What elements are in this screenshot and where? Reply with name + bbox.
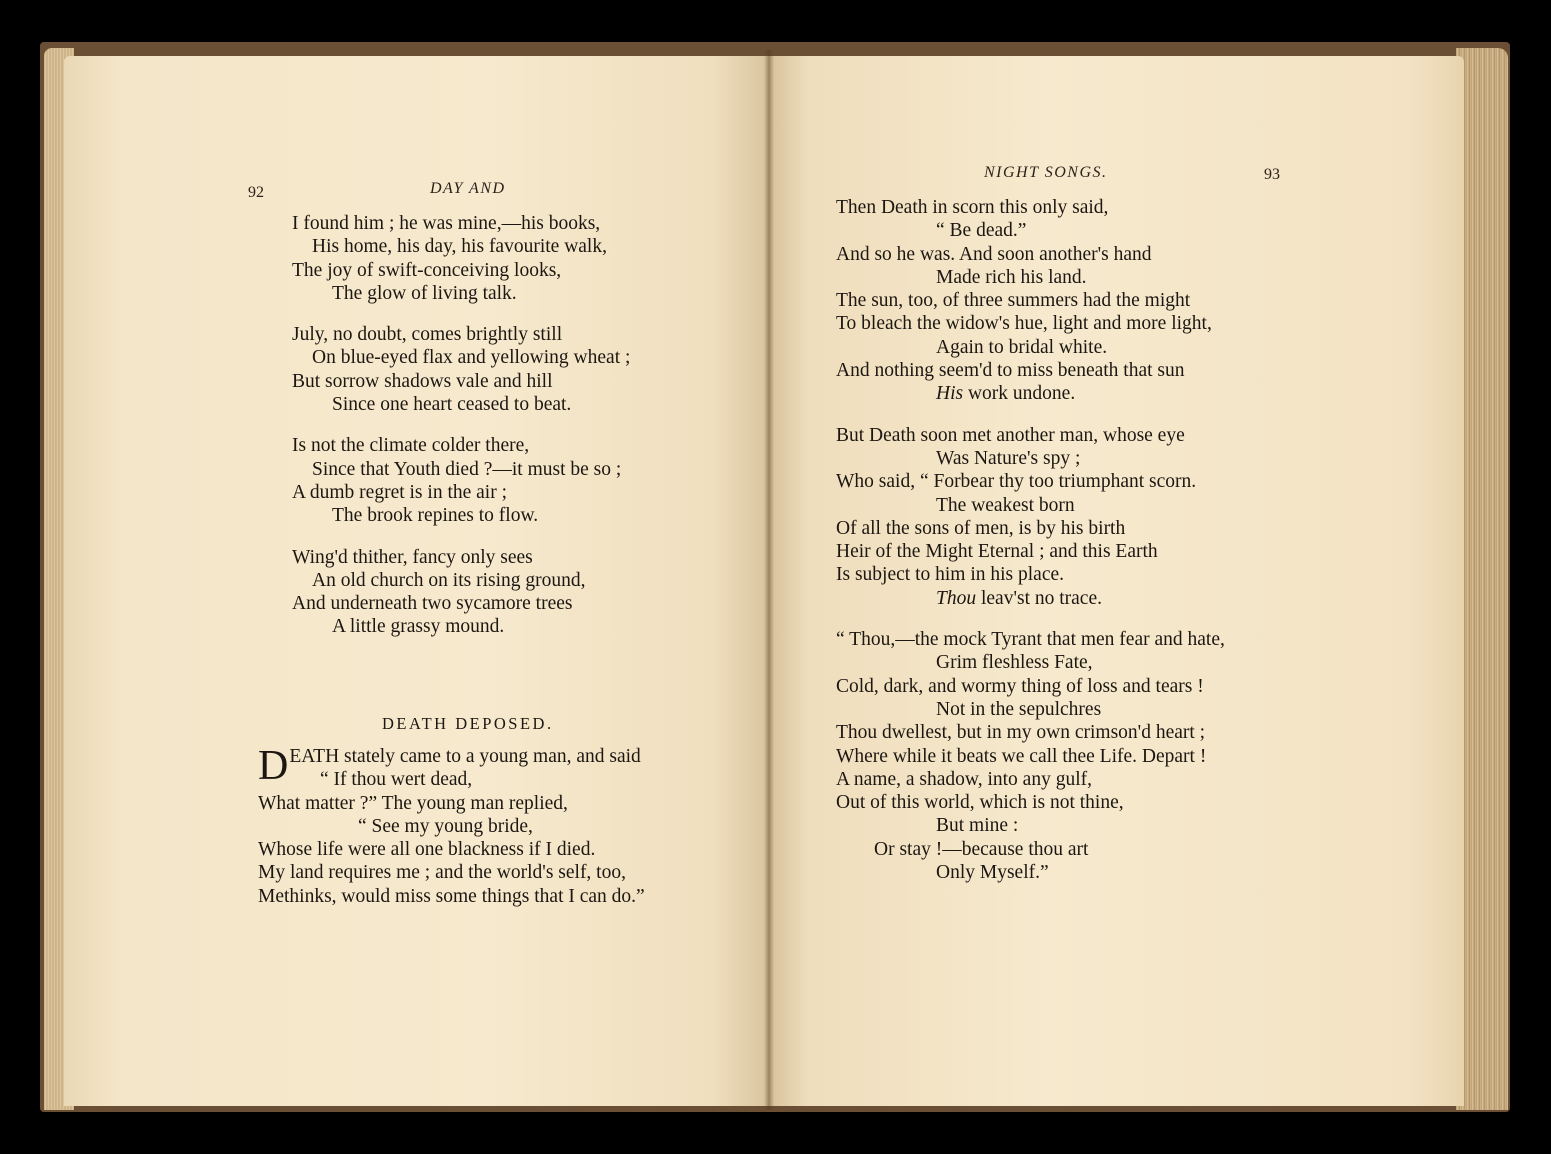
verse-line: What matter ?” The young man replied, bbox=[258, 792, 568, 814]
verse-line: Only Myself.” bbox=[936, 862, 1049, 884]
death-deposed-continued bbox=[836, 196, 1225, 884]
verse-line: But Death soon met another man, whose eye bbox=[836, 424, 1185, 446]
verse-line: Since one heart ceased to beat. bbox=[332, 394, 572, 416]
verse-line: “ See my young bride, bbox=[358, 815, 533, 837]
verse-line: Made rich his land. bbox=[936, 266, 1087, 288]
verse-line: Is not the climate colder there, bbox=[292, 435, 530, 457]
verse-line: Or stay !—because thou art bbox=[874, 838, 1089, 860]
left-page bbox=[64, 56, 768, 1106]
verse-line: Who said, “ Forbear thy too triumphant scorn. bbox=[836, 471, 1197, 493]
verse-line: The brook repines to flow. bbox=[332, 505, 539, 527]
verse-line: Out of this world, which is not thine, bbox=[836, 792, 1124, 814]
verse-line: Wing'd thither, fancy only sees bbox=[292, 546, 533, 568]
verse-line: Again to bridal white. bbox=[936, 336, 1108, 358]
verse-line: But mine : bbox=[936, 815, 1019, 837]
verse-line: And underneath two sycamore trees bbox=[292, 593, 573, 615]
verse-line: Was Nature's spy ; bbox=[936, 447, 1081, 469]
verse-line bbox=[836, 382, 1225, 405]
italic-word: His bbox=[936, 383, 964, 405]
poem-title: DEATH DEPOSED. bbox=[382, 714, 554, 733]
verse-line: Whose life were all one blackness if I died. bbox=[258, 839, 596, 861]
verse-line: Cold, dark, and wormy thing of loss and tears ! bbox=[836, 675, 1204, 697]
page-number-left: 92 bbox=[248, 184, 264, 201]
verse-line: Heir of the Might Eternal ; and this Earth bbox=[836, 541, 1158, 563]
verse-line-rest: leav'st no trace. bbox=[976, 587, 1102, 609]
running-head-right: NIGHT SONGS. bbox=[984, 164, 1108, 181]
verse-line: On blue-eyed flax and yellowing wheat ; bbox=[312, 347, 631, 369]
verse-line: But sorrow shadows vale and hill bbox=[292, 370, 553, 392]
verse-line: July, no doubt, comes brightly still bbox=[292, 324, 563, 346]
verse-line: A dumb regret is in the air ; bbox=[292, 481, 507, 503]
verse-line: “ Thou,—the mock Tyrant that men fear and hate, bbox=[836, 629, 1225, 651]
verse-line: Of all the sons of men, is by his birth bbox=[836, 517, 1126, 539]
drop-cap: D bbox=[258, 743, 289, 789]
verse-line: Thou dwellest, but in my own crimson'd heart ; bbox=[836, 722, 1206, 744]
verse-line: I found him ; he was mine,—his books, bbox=[292, 213, 601, 234]
verse-line: An old church on its rising ground, bbox=[312, 569, 586, 591]
verse-line: The joy of swift-conceiving looks, bbox=[292, 259, 562, 281]
verse-line: Methinks, would miss some things that I can do.” bbox=[258, 885, 645, 907]
verse-line: Where while it beats we call thee Life. Depart ! bbox=[836, 745, 1207, 767]
running-head-left: DAY AND bbox=[430, 180, 506, 197]
verse-line: And nothing seem'd to miss beneath that sun bbox=[836, 360, 1185, 382]
verse-line: His home, his day, his favourite walk, bbox=[312, 236, 607, 258]
verse-line: A little grassy mound. bbox=[332, 616, 505, 638]
verse-line: Since that Youth died ?—it must be so ; bbox=[312, 458, 622, 480]
verse-line: My land requires me ; and the world's self, too, bbox=[258, 862, 626, 884]
verse-line: EATH stately came to a young man, and said bbox=[289, 746, 641, 767]
verse-line-rest: work undone. bbox=[963, 383, 1076, 405]
right-page bbox=[768, 56, 1464, 1106]
verse-line: And so he was. And soon another's hand bbox=[836, 243, 1152, 265]
book-gutter bbox=[764, 50, 774, 1110]
verse-line: The weakest born bbox=[936, 494, 1075, 516]
verse-line: “ If thou wert dead, bbox=[320, 769, 473, 791]
verse-line: Then Death in scorn this only said, bbox=[836, 197, 1109, 218]
verse-line: Grim fleshless Fate, bbox=[936, 652, 1093, 674]
death-deposed-poem bbox=[258, 745, 738, 908]
verse-line: A name, a shadow, into any gulf, bbox=[836, 768, 1092, 790]
poem-continued bbox=[292, 212, 630, 639]
verse-line: Is subject to him in his place. bbox=[836, 564, 1065, 586]
verse-line: Not in the sepulchres bbox=[936, 698, 1102, 720]
verse-line: To bleach the widow's hue, light and more light, bbox=[836, 313, 1212, 335]
verse-line: “ Be dead.” bbox=[936, 220, 1027, 242]
verse-line: The sun, too, of three summers had the might bbox=[836, 290, 1191, 312]
verse-line bbox=[836, 587, 1225, 610]
verse-line: The glow of living talk. bbox=[332, 282, 517, 304]
italic-word: Thou bbox=[936, 587, 977, 609]
page-number-right: 93 bbox=[1264, 166, 1280, 183]
